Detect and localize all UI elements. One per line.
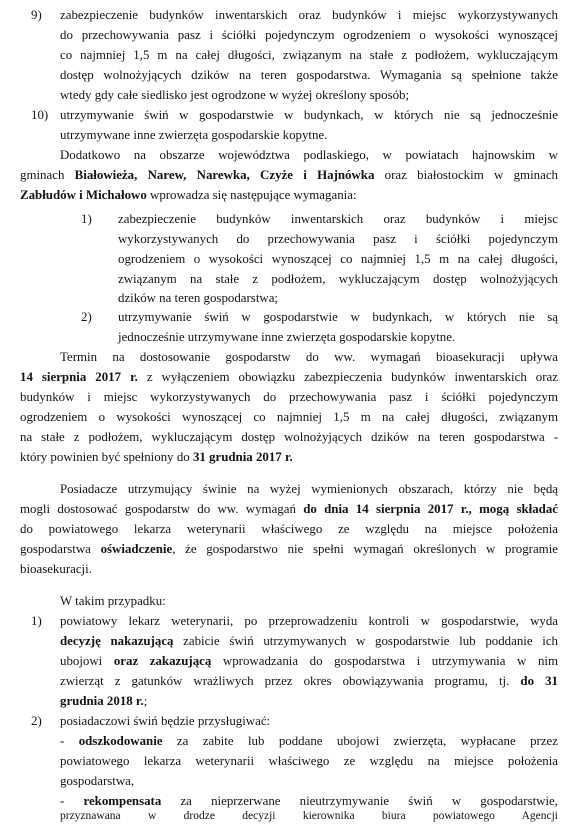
text-line: gospodarstwa, <box>60 774 135 788</box>
list-number: 1) <box>31 614 42 628</box>
text-line: ogrodzeniem o wysokości wynoszącej co najmniej 1,5 m na całej długości, <box>118 252 558 266</box>
text-line: ubojowi oraz zakazującą wprowadzania do gospodarstwa i utrzymywania w nim <box>60 654 558 668</box>
text-line: do przechowywania pasz i ściółki pojedynczym ogrodzeniem o wysokości wynoszącej <box>60 28 558 42</box>
text-line: ogrodzeniem o wysokości wynoszącej co najmniej 1,5 m na całej długości, związanym <box>20 410 558 424</box>
text-line: decyzję nakazującą zabicie świń utrzymywanych w gospodarstwie lub poddanie ich <box>60 634 558 648</box>
text-line: na stałe z podłożem, wykluczającym dostęp wolnożyjących dzików na teren gospodarstwa - <box>20 430 558 444</box>
list-number: 2) <box>31 714 42 728</box>
text-line: utrzymywanie świń w gospodarstwie w budynkach, w których nie są jednocześnie <box>60 108 558 122</box>
text-line: bioasekuracji. <box>20 562 92 576</box>
text-line: - odszkodowanie za zabite lub poddane ubojowi zwierzęta, wypłacane przez <box>60 734 558 748</box>
text-line: do powiatowego lekarza weterynarii właściwego ze względu na miejsce położenia <box>20 522 558 536</box>
text-line: Posiadacze utrzymujący świnie na wyżej wymienionych obszarach, którzy nie będą <box>60 482 558 496</box>
text-line: posiadaczowi świń będzie przysługiwać: <box>60 714 271 728</box>
text-line: Zabłudów i Michałowo wprowadza się następujące wymagania: <box>20 188 357 202</box>
text-line: grudnia 2018 r.; <box>60 694 148 708</box>
text-line: wykorzystywanych do przechowywania pasz i ściółki pojedynczym <box>118 232 558 246</box>
text-line: Termin na dostosowanie gospodarstw do ww. wymagań bioasekuracji upływa <box>60 350 558 364</box>
text-line: wtedy gdy całe siedlisko jest ogrodzone w wyżej określony sposób; <box>60 88 410 102</box>
text-line: co najmniej 1,5 m na całej długości, związanym na stałe z podłożem, wykluczającym <box>60 48 558 62</box>
text-line: gospodarstwa oświadczenie, że gospodarstwo nie spełni wymagań określonych w programie <box>20 542 559 556</box>
text-line: związanym na stałe z podłożem, wykluczającym dostęp wolnożyjących <box>118 272 558 286</box>
text-line: utrzymywanie świń w gospodarstwie w budynkach, w których nie są <box>118 310 558 324</box>
text-line: dostęp wolnożyjących dzików na teren gospodarstwa. Wymagania są spełnione także <box>60 68 558 82</box>
text-line: przyznawana w drodze decyzji kierownika biura powiatowego Agencji <box>60 810 558 822</box>
text-line: zwierząt z gatunków wrażliwych przez okres obowiązywania programu, tj. do 31 <box>60 674 558 688</box>
list-number: 9) <box>31 8 42 22</box>
text-line: zabezpieczenie budynków inwentarskich oraz budynków i miejsc wykorzystywanych <box>60 8 558 22</box>
text-line: jednocześnie utrzymywane inne zwierzęta gospodarskie kopytne. <box>118 330 456 344</box>
list-number: 2) <box>81 310 92 324</box>
text-line: zabezpieczenie budynków inwentarskich oraz budynków i miejsc <box>118 212 558 226</box>
text-line: powiatowy lekarz weterynarii, po przeprowadzeniu kontroli w gospodarstwie, wyda <box>60 614 558 628</box>
text-line: 14 sierpnia 2017 r. z wyłączeniem obowiązku zabezpieczenia budynków inwentarskich oraz <box>20 370 558 384</box>
text-line: budynków i miejsc wykorzystywanych do przechowywania pasz i ściółki pojedynczym <box>20 390 558 404</box>
text-line: powiatowego lekarza weterynarii właściwego ze względu na miejsce położenia <box>60 754 558 768</box>
text-line: który powinien być spełniony do 31 grudnia 2017 r. <box>20 450 293 464</box>
text-line: dzików na teren gospodarstwa; <box>118 291 279 305</box>
list-number: 1) <box>81 212 92 226</box>
text-line: W takim przypadku: <box>60 594 166 608</box>
list-number: 10) <box>31 108 49 122</box>
text-line: Dodatkowo na obszarze województwa podlaskiego, w powiatach hajnowskim w <box>60 148 558 162</box>
text-line: gminach Białowieża, Narew, Narewka, Czyże i Hajnówka oraz białostockim w gminach <box>20 168 558 182</box>
text-line: mogli dostosować gospodarstw do ww. wymagań do dnia 14 sierpnia 2017 r., mogą składać <box>20 502 558 516</box>
text-line: utrzymywane inne zwierzęta gospodarskie kopytne. <box>60 128 328 142</box>
text-line: - rekompensata za nieprzerwane nieutrzymywanie świń w gospodarstwie, <box>60 794 558 808</box>
